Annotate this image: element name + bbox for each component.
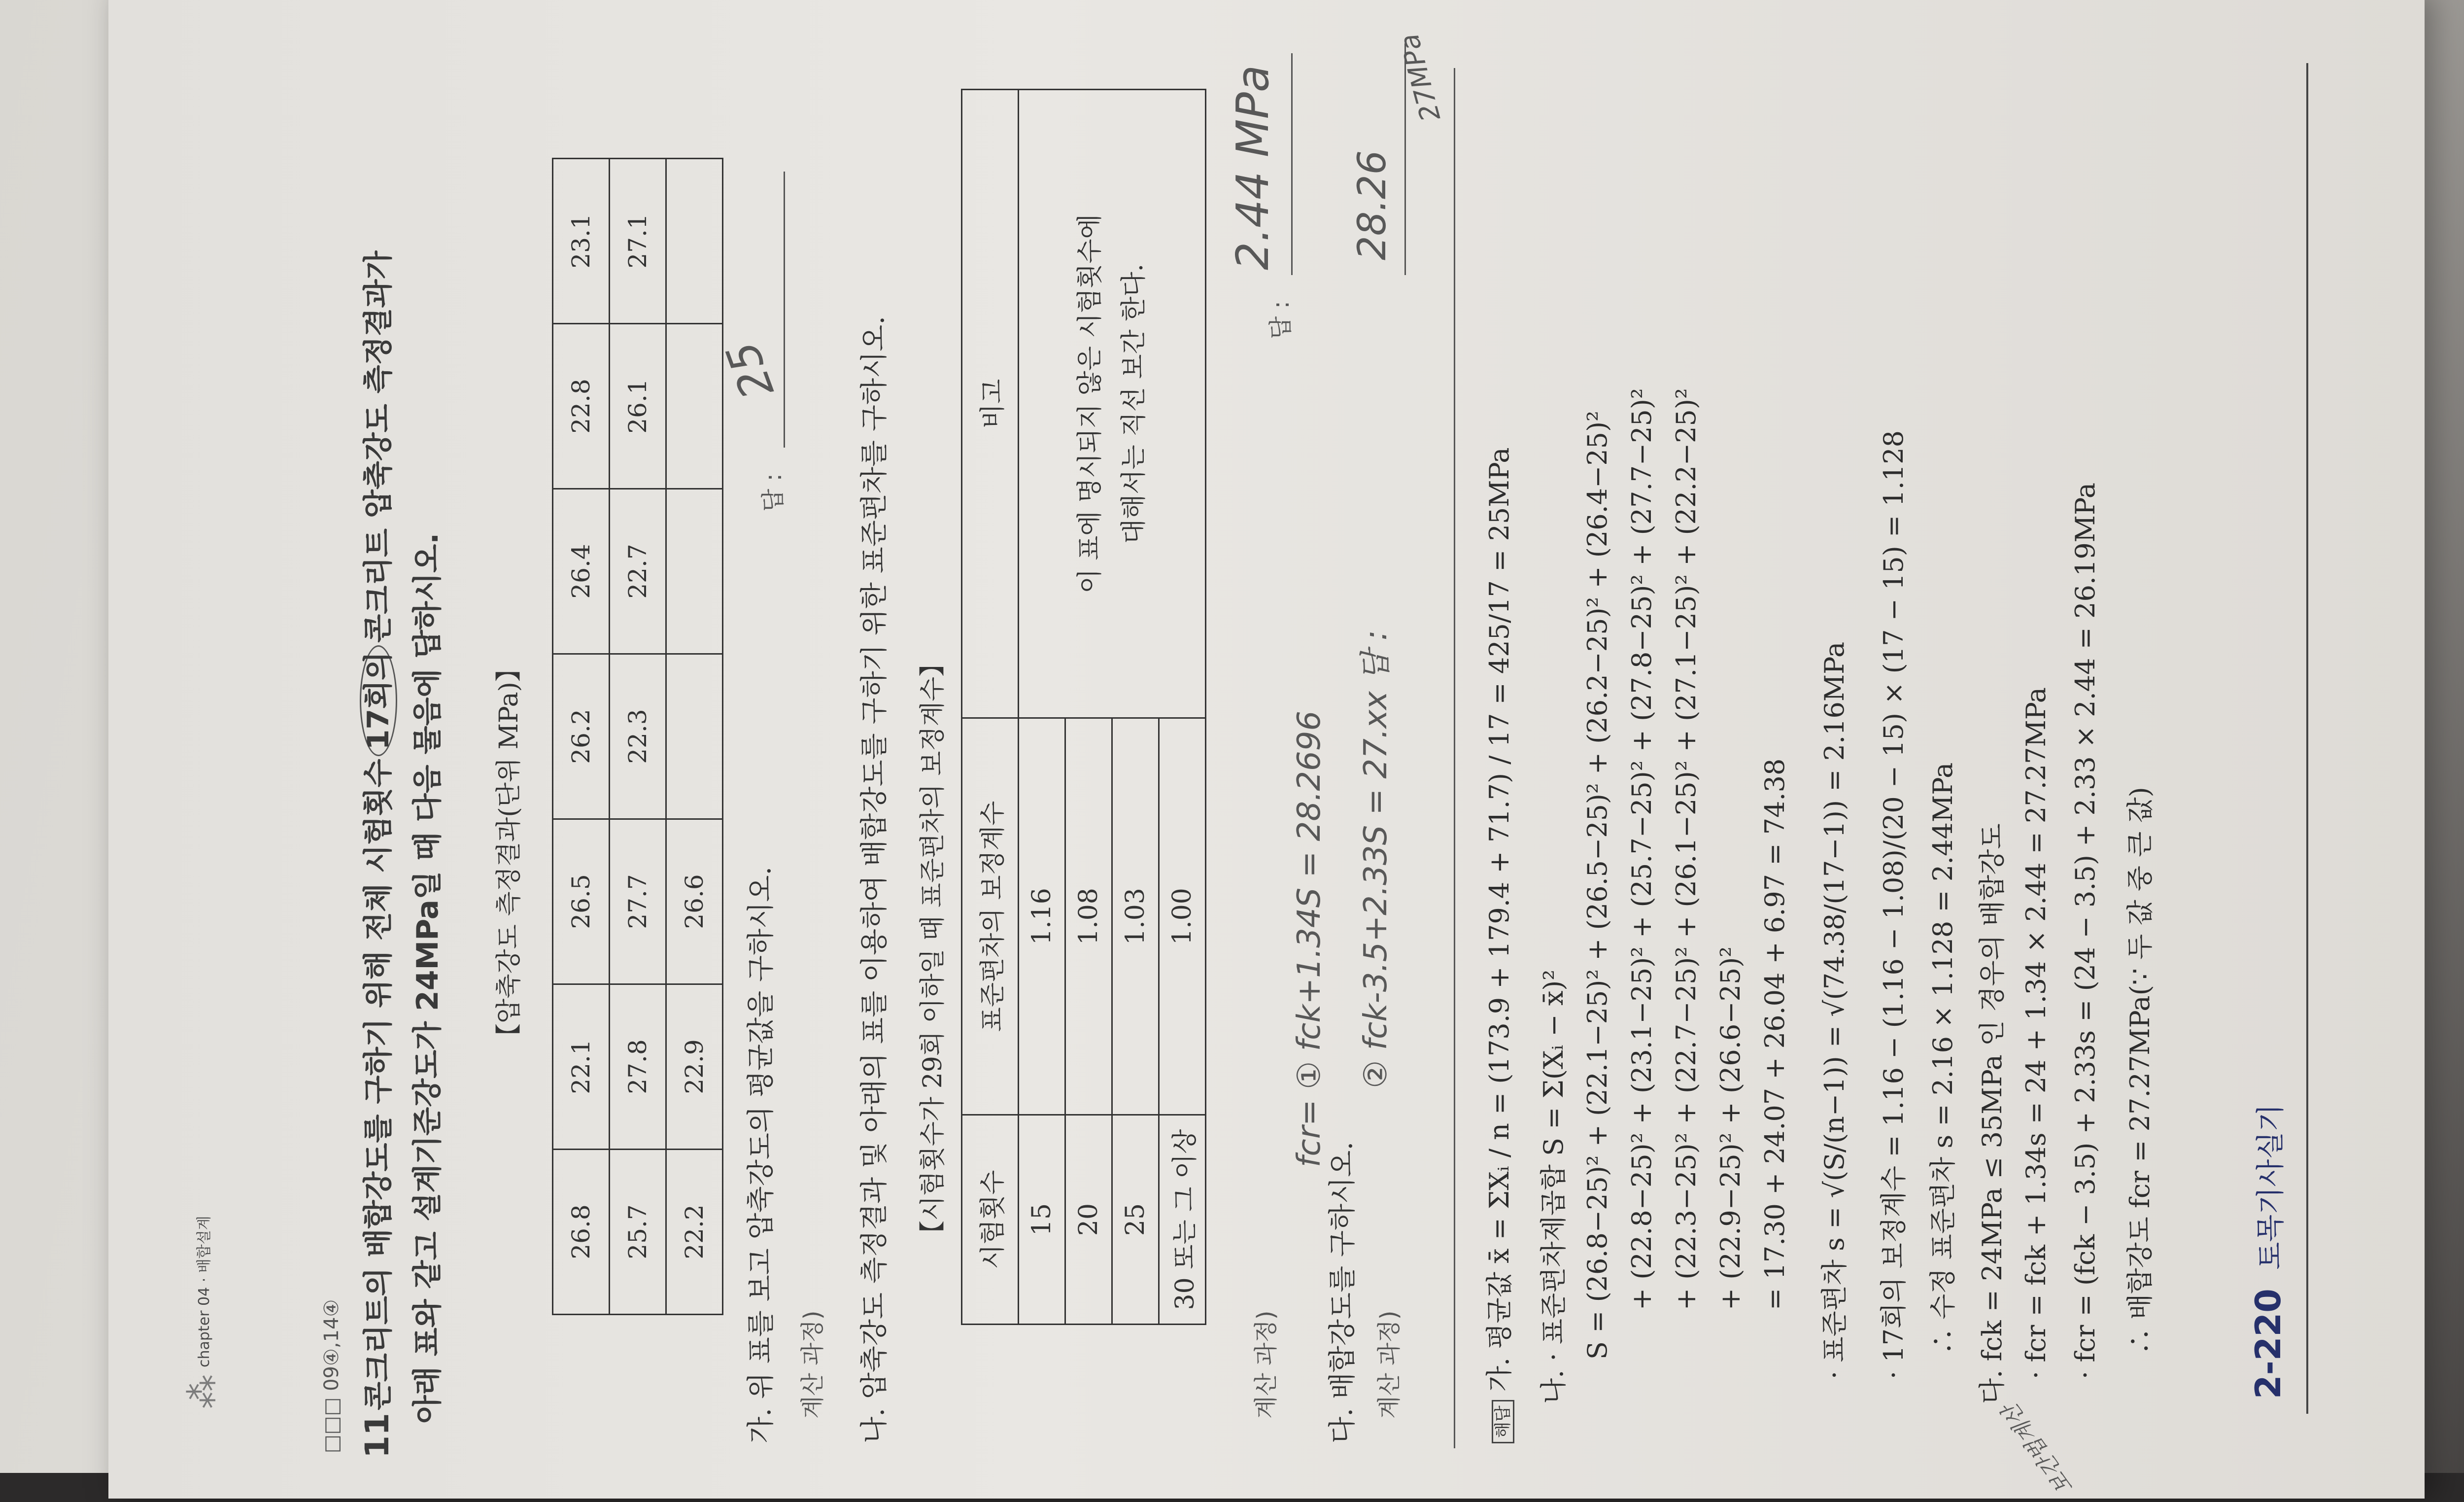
ga-answer-line (784, 172, 785, 448)
table-note-line: 이 표에 명시되지 않은 시험횟수에 (1075, 214, 1105, 594)
table-cell: 26.4 (553, 489, 610, 654)
solution-na-line: = 17.30 + 24.07 + 26.04 + 6.97 = 74.38 (1759, 758, 1790, 1310)
ga-calc-label: 계산 과정) (799, 1310, 826, 1419)
table-cell: 27.8 (610, 984, 666, 1150)
table-cell: 25 (1112, 1115, 1159, 1325)
correction-table (961, 89, 1206, 1325)
table-cell: 22.9 (666, 984, 723, 1150)
table-cell (666, 159, 723, 324)
footer-rule (2306, 63, 2308, 1414)
question-circled-text: 17회의 (360, 645, 397, 756)
chapter-ornament-icon: ⁂ (182, 1374, 223, 1409)
da-handwritten-answer-2: 27MPa (1393, 30, 1447, 125)
question-number: 11 (358, 1413, 396, 1458)
solution-da-line: · fcr = (fck − 3.5) + 2.33s = (24 − 3.5) + 2.33 × 2.44 = 26.19MPa (2070, 482, 2101, 1379)
sub-question-da: 다. 배합강도를 구하시오. (1327, 1141, 1359, 1443)
book-title: 토목기사실기 (2254, 1104, 2287, 1270)
table-cell: 26.6 (666, 819, 723, 984)
table-header: 표준편차의 보정계수 (962, 718, 1019, 1115)
table-header-row (962, 90, 1019, 1325)
solution-na-coef: · 17회의 보정계수 = 1.16 − (1.16 − 1.08)/(20 − 15) × (17 − 15) = 1.128 (1878, 430, 1909, 1379)
solution-da-line: · fcr = fck + 1.34s = 24 + 1.34 × 2.44 = 27.27MPa (2020, 687, 2052, 1379)
ga-handwritten-answer: 25 (716, 334, 785, 406)
da-handwritten-line-1: fcr= ① fck+1.34S = 28.2696 (1291, 710, 1328, 1167)
solution-na-line: + (22.9−25)² + (26.6−25)² (1715, 946, 1746, 1310)
table-cell: 22.1 (553, 984, 610, 1150)
solution-ga (1478, 447, 1516, 1443)
table-cell: 26.2 (553, 654, 610, 819)
chapter-title: chapter 04 · 배합설계 (196, 1216, 213, 1367)
solution-ga-text: 가. 평균값 x̄ = ΣXᵢ / n = (173.9 + 179.4 + 71.7) / 17 = 425/17 = 25MPa (1484, 447, 1515, 1392)
table-cell: 1.03 (1112, 718, 1159, 1115)
year-marks: □□□ 09④,14④ (320, 1299, 343, 1453)
question-text-1b: 콘크리트 압축강도 측정결과가 (361, 250, 396, 643)
table-cell: 23.1 (553, 159, 610, 324)
da-calc-label: 계산 과정) (1375, 1310, 1403, 1419)
sub-question-na: 나. 압축강도 측정결과 및 아래의 표를 이용하여 배합강도를 구하기 위한 표준편차를 구하시오. (858, 315, 890, 1443)
question-line-2: 아래 표와 같고 설계기준강도가 24MPa일 때 다음 물음에 답하시오. (411, 533, 445, 1424)
table-cell: 22.7 (610, 489, 666, 654)
solution-na-title: 나. · 표준편차제곱합 S = Σ(Xᵢ − x̄)² (1538, 969, 1569, 1404)
ga-answer-label: 답 : (759, 473, 787, 512)
solution-na-line: S = (26.8−25)² + (22.1−25)² + (26.5−25)² + (26.2−25)² + (26.4−25)² (1582, 411, 1613, 1360)
strength-table (552, 158, 723, 1315)
question-text-1a: 콘크리트의 배합강도를 구하기 위해 전체 시험횟수 (361, 759, 396, 1411)
solution-na-sd: · 표준편차 s = √(S/(n−1)) = √(74.38/(17−1)) = 2.16MPa (1819, 641, 1850, 1379)
solution-da-line: ∴ 배합강도 fcr = 27.27MPa(∵ 두 값 중 큰 값) (2124, 787, 2156, 1355)
table-row (610, 159, 666, 1315)
table1-caption: 【압축강도 측정결과(단위 MPa)】 (494, 656, 524, 1049)
page-footer (2247, 1104, 2289, 1399)
table-cell: 1.16 (1019, 718, 1065, 1115)
section-divider (1454, 68, 1455, 1448)
chapter-header (182, 1216, 223, 1409)
solution-na-line: + (22.3−25)² + (22.7−25)² + (26.1−25)² + (27.1−25)² + (22.2−25)² (1671, 388, 1702, 1310)
solution-na-mod: ∴ 수정 표준편차 s = 2.16 × 1.128 = 2.44MPa (1927, 762, 1958, 1355)
margin-handwritten-note: 보간법계산 (1997, 1398, 2079, 1499)
table-note-line: 대해서는 직선 보간 한다. (1119, 263, 1149, 544)
table-cell: 22.8 (553, 324, 610, 489)
table-row (1019, 90, 1065, 1325)
table-cell (666, 654, 723, 819)
solution-tag: 해답 (1492, 1400, 1514, 1443)
table-cell: 26.5 (553, 819, 610, 984)
na-handwritten-answer: 2.44 MPa (1227, 65, 1279, 270)
table-cell: 27.7 (610, 819, 666, 984)
table-note-cell (1019, 90, 1206, 718)
table-cell (666, 489, 723, 654)
da-handwritten-line-2: ② fck-3.5+2.33S = 27.xx 답 : (1358, 629, 1394, 1088)
table-cell: 26.8 (553, 1150, 610, 1315)
table-cell: 30 또는 그 이상 (1159, 1115, 1206, 1325)
table-cell: 1.00 (1159, 718, 1206, 1115)
table-cell: 15 (1019, 1115, 1065, 1325)
table-row (553, 159, 610, 1315)
table-cell: 1.08 (1065, 718, 1112, 1115)
table-cell: 26.1 (610, 324, 666, 489)
question-line-1 (355, 251, 397, 1458)
table-header: 시험횟수 (962, 1115, 1019, 1325)
na-answer-label: 답 : (1267, 301, 1295, 339)
solution-da-title: 다. fck = 24MPa ≤ 35MPa 인 경우의 배합강도 (1977, 823, 2008, 1404)
table-row (666, 159, 723, 1315)
na-answer-line (1291, 53, 1293, 275)
table-cell: 22.3 (610, 654, 666, 819)
table-cell: 20 (1065, 1115, 1112, 1325)
table2-caption: 【시험횟수가 29회 이하일 때 표준편차의 보정계수】 (918, 651, 948, 1246)
page-number: 2-220 (2248, 1289, 2289, 1399)
table-cell (666, 324, 723, 489)
solution-na-line: + (22.8−25)² + (23.1−25)² + (25.7−25)² + (27.8−25)² + (27.7−25)² (1626, 388, 1657, 1310)
table-cell: 25.7 (610, 1150, 666, 1315)
table-cell: 27.1 (610, 159, 666, 324)
sub-question-ga: 가. 위 표를 보고 압축강도의 평균값을 구하시오. (745, 866, 777, 1443)
da-handwritten-answer: 28.26 (1350, 150, 1395, 260)
table-cell: 22.2 (666, 1150, 723, 1315)
table-header: 비고 (962, 90, 1019, 718)
na-calc-label: 계산 과정) (1252, 1310, 1280, 1419)
